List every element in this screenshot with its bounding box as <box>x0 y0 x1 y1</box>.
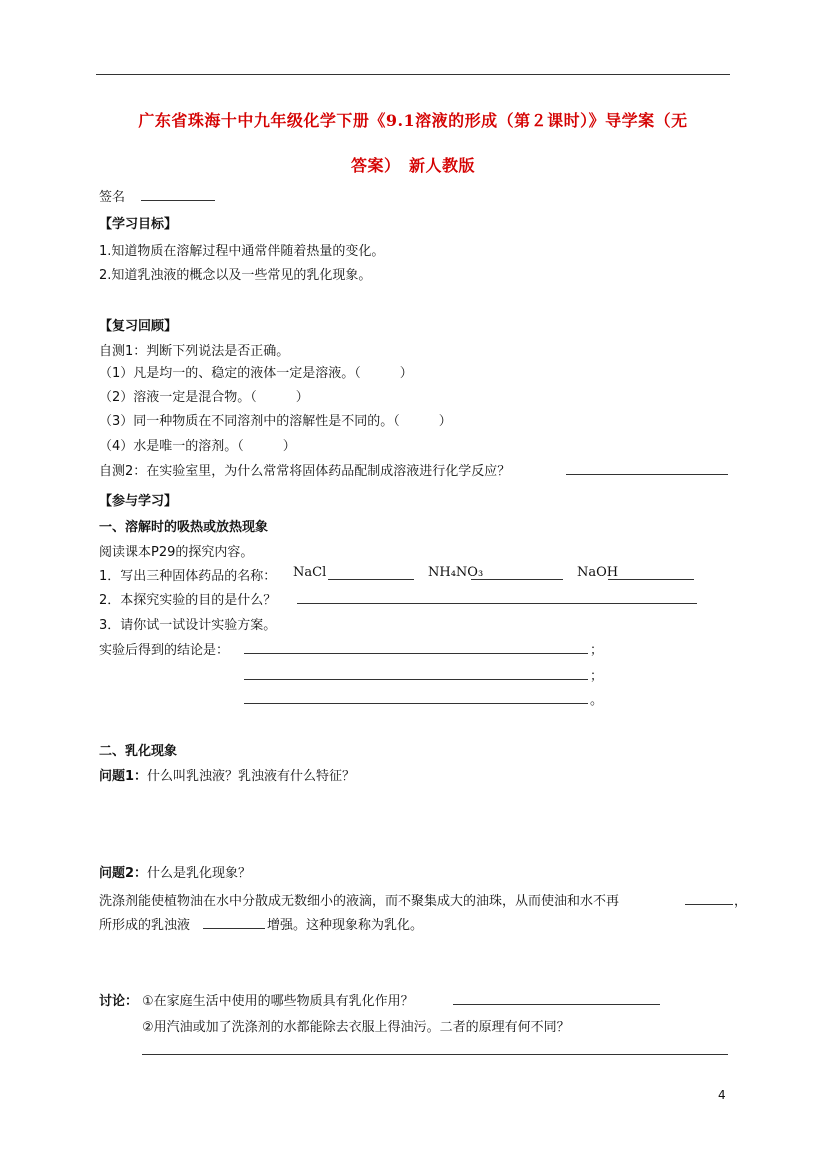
discuss-2: ②用汽油或加了洗涤剂的水都能除去衣服上得油污。二者的原理有何不同？ <box>142 1020 570 1035</box>
doc-title-line1: 广东省珠海十中九年级化学下册《9.1溶液的形成（第２课时）》导学案（无 <box>138 111 688 130</box>
discuss-1-blank[interactable] <box>453 1004 660 1005</box>
drug-naoh-blank[interactable] <box>608 579 694 580</box>
para-line1-end: ， <box>734 894 748 909</box>
drug-naoh: NaOH <box>577 565 619 580</box>
q2-blank[interactable] <box>297 603 697 604</box>
para-line2-b: 增强。这种现象称为乳化。 <box>267 918 424 933</box>
q3: 3．请你试一试设计实验方案。 <box>99 618 277 633</box>
review-heading: 【复习回顾】 <box>99 319 178 334</box>
drug-nacl-blank[interactable] <box>328 579 414 580</box>
sign-blank[interactable] <box>141 188 215 201</box>
sign-label: 签名 <box>99 190 126 205</box>
drug-nh4no3-blank[interactable] <box>471 579 563 580</box>
sign-row <box>99 186 215 205</box>
self-test-2-blank[interactable] <box>566 474 728 475</box>
para-line2-a: 所形成的乳浊液 <box>99 918 191 933</box>
problem-1-label: 问题1： <box>99 769 148 784</box>
header-rule <box>96 74 730 75</box>
problem-1-text: 什么叫乳浊液？乳浊液有什么特征？ <box>147 769 356 784</box>
conclusion-blank-1[interactable] <box>244 653 588 654</box>
goal-item: 1.知道物质在溶解过程中通常伴随着热量的变化。 <box>99 244 385 259</box>
self-test-1: 自测1：判断下列说法是否正确。 <box>99 344 290 359</box>
participate-heading: 【参与学习】 <box>99 494 178 509</box>
section-2-heading: 二、乳化现象 <box>99 744 178 759</box>
discuss-label: 讨论： <box>99 994 139 1009</box>
para-blank-1[interactable] <box>685 904 733 905</box>
goals-heading: 【学习目标】 <box>99 217 178 232</box>
conclusion-blank-3[interactable] <box>244 703 588 704</box>
judge-item-2: （2）溶液一定是混合物。（ ） <box>99 390 309 405</box>
judge-item-3: （3）同一种物质在不同溶剂中的溶解性是不同的。（ ） <box>99 414 452 429</box>
conclusion-punct-3: 。 <box>590 693 604 708</box>
emulsion-para-line1: 洗涤剂能使植物油在水中分散成无数细小的液滴，而不聚集成大的油珠，从而使油和水不再 <box>99 894 620 909</box>
goal-item: 2.知道乳浊液的概念以及一些常见的乳化现象。 <box>99 268 372 283</box>
doc-title-line2: 答案） 新人教版 <box>350 156 475 175</box>
conclusion-label: 实验后得到的结论是： <box>99 643 230 658</box>
problem-2 <box>99 862 251 881</box>
self-test-2: 自测2：在实验室里，为什么常常将固体药品配制成溶液进行化学反应？ <box>99 464 511 479</box>
section-1-heading: 一、溶解时的吸热或放热现象 <box>99 520 269 535</box>
conclusion-punct-1: ； <box>590 643 604 658</box>
discuss-1: ①在家庭生活中使用的哪些物质具有乳化作用？ <box>142 994 414 1009</box>
problem-2-text: 什么是乳化现象？ <box>147 866 252 881</box>
drug-nacl: NaCl <box>293 565 327 580</box>
problem-1 <box>99 765 355 784</box>
page-number: 4 <box>718 1088 726 1102</box>
judge-item-4: （4）水是唯一的溶剂。（ ） <box>99 439 296 454</box>
q1-prefix: 1．写出三种固体药品的名称： <box>99 569 277 584</box>
para-blank-2[interactable] <box>203 928 265 929</box>
conclusion-blank-2[interactable] <box>244 679 588 680</box>
read-instruction: 阅读课本P29的探究内容。 <box>99 545 254 560</box>
problem-2-label: 问题2： <box>99 866 148 881</box>
discuss-2-blank[interactable] <box>142 1054 728 1055</box>
conclusion-punct-2: ； <box>590 669 604 684</box>
judge-item-1: （1）凡是均一的、稳定的液体一定是溶液。（ ） <box>99 366 413 381</box>
drug-nh4no3: NH₄NO₃ <box>428 565 484 580</box>
q2: 2．本探究实验的目的是什么？ <box>99 593 277 608</box>
